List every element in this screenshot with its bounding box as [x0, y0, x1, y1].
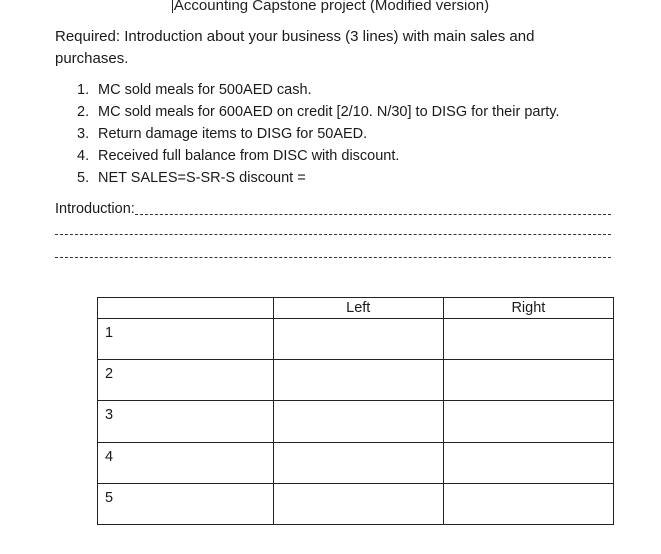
left-cell[interactable]	[273, 360, 443, 401]
right-cell[interactable]	[443, 442, 613, 483]
row-label: 4	[98, 442, 274, 483]
entries-table	[97, 297, 614, 525]
text-cursor	[172, 0, 173, 13]
list-item	[77, 167, 560, 189]
list-item-number: 4.	[77, 148, 90, 164]
table-row	[98, 483, 614, 524]
row-label: 1	[98, 319, 274, 360]
right-cell[interactable]	[443, 401, 613, 442]
list-item	[77, 123, 560, 145]
table-row	[98, 442, 614, 483]
table-row	[98, 319, 614, 360]
list-item-text: Received full balance from DISC with discount.	[98, 148, 400, 164]
list-item	[77, 79, 560, 101]
transaction-list	[77, 79, 560, 189]
list-item-number: 5.	[77, 170, 90, 186]
dashed-rule	[55, 233, 611, 235]
row-label: 3	[98, 401, 274, 442]
dashed-rule	[135, 213, 611, 215]
introduction-line	[55, 200, 611, 218]
row-label: 5	[98, 483, 274, 524]
table-header-row	[98, 298, 614, 319]
blank-dashed-line	[55, 245, 611, 263]
list-item-number: 1.	[77, 82, 90, 98]
row-label: 2	[98, 360, 274, 401]
list-item-text: Return damage items to DISG for 50AED.	[98, 126, 368, 142]
left-cell[interactable]	[273, 319, 443, 360]
left-cell[interactable]	[273, 401, 443, 442]
list-item	[77, 101, 560, 123]
list-item-text: MC sold meals for 600AED on credit [2/10. N/30] to DISG for their party.	[98, 104, 560, 120]
dashed-rule	[55, 256, 611, 258]
list-item-number: 3.	[77, 126, 90, 142]
blank-dashed-line	[55, 222, 611, 240]
right-cell[interactable]	[443, 483, 613, 524]
right-cell[interactable]	[443, 319, 613, 360]
header-cell-left: Left	[273, 298, 443, 319]
header-cell-blank	[98, 298, 274, 319]
list-item	[77, 145, 560, 167]
left-cell[interactable]	[273, 442, 443, 483]
introduction-label: Introduction:	[55, 201, 135, 217]
document-title	[0, 0, 661, 16]
left-cell[interactable]	[273, 483, 443, 524]
list-item-text: NET SALES=S-SR-S discount =	[98, 170, 306, 186]
table-row	[98, 401, 614, 442]
required-paragraph: Required: Introduction about your business (3 lines) with main sales and purchases.	[55, 28, 535, 67]
list-item-number: 2.	[77, 104, 90, 120]
table-row	[98, 360, 614, 401]
header-cell-right: Right	[443, 298, 613, 319]
right-cell[interactable]	[443, 360, 613, 401]
list-item-text: MC sold meals for 500AED cash.	[98, 82, 312, 98]
document-title-text: Accounting Capstone project (Modified version)	[173, 0, 490, 14]
